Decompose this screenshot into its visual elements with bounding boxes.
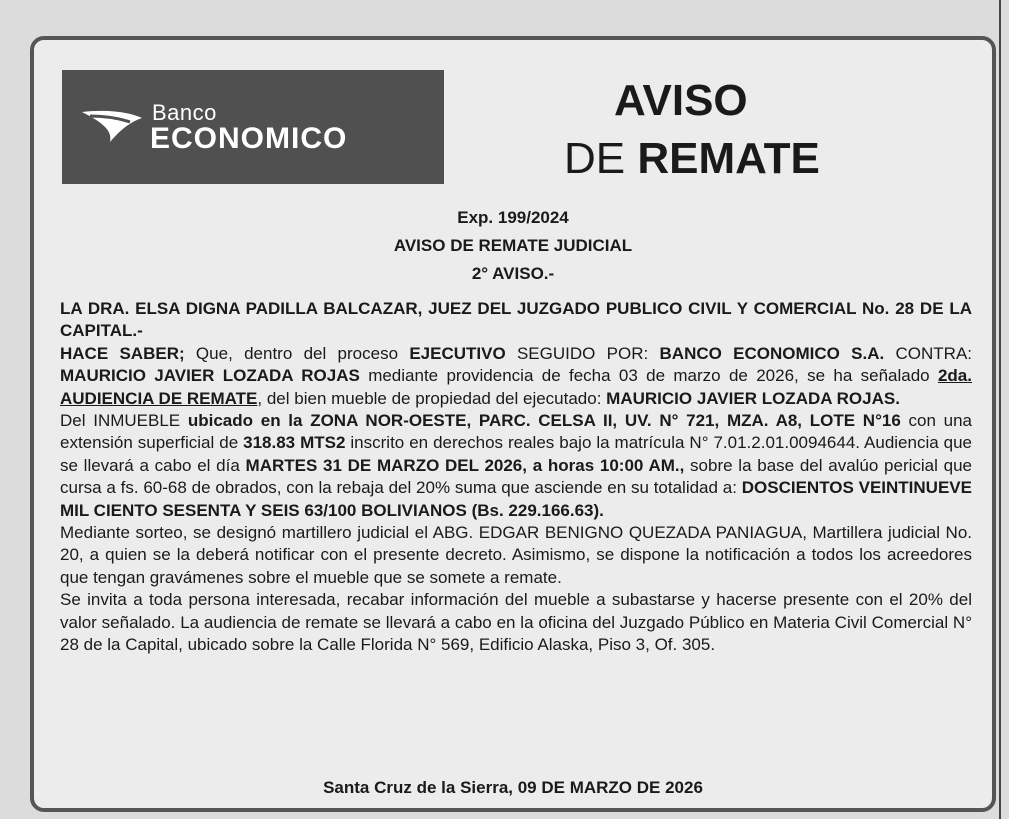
- bank-logo-small-text: Banco: [152, 100, 217, 125]
- notice-body: [60, 298, 972, 657]
- bank-logo-swoosh-icon: [80, 106, 144, 146]
- bank-logo: [62, 70, 444, 184]
- expediente-line: Exp. 199/2024: [457, 208, 569, 227]
- page-edge-rule: [999, 0, 1001, 819]
- invitation-paragraph: Se invita a toda persona interesada, recabar información del mueble a subastarse y hacerse presente con el 20% del valor señalado. La audiencia de remate se llevará a cabo en la oficina del Juzgado Público en Materia Civil Comercial N° 28 de la Capital, ubicado sobre la Calle Florida N° 569, Edificio Alaska, Piso 3, Of. 305.: [60, 590, 972, 655]
- place-date-line: Santa Cruz de la Sierra, 09 DE MARZO DE 2026: [323, 778, 703, 797]
- title-line-2: DE REMATE: [564, 134, 820, 183]
- title-line-1: AVISO: [614, 76, 748, 125]
- hace-saber-paragraph: HACE SABER; Que, dentro del proceso EJECUTIVO SEGUIDO POR: BANCO ECONOMICO S.A. CONTRA: MAURICIO JAVIER LOZADA ROJAS mediante providencia de fecha 03 de marzo de 2026, se ha señalado 2da. AUDIENCIA DE REMATE, del bien mueble de propiedad del ejecutado: MAURICIO JAVIER LOZADA ROJAS.: [60, 343, 973, 408]
- property-paragraph: Del INMUEBLE ubicado en la ZONA NOR-OESTE, PARC. CELSA II, UV. N° 721, MZA. A8, LOTE N°16 con una extensión superficial de 318.83 MTS2 inscrito en derechos reales bajo la matrícula N° 7.01.2.01.0094644. Audiencia que se llevará a cabo el día MARTES 31 DE MARZO DEL 2026, a horas 10:00 AM., sobre la base del avalúo pericial que cursa a fs. 60-68 de obrados, con la rebaja del 20% suma que asciende en su totalidad a: DOSCIENTOS VEINTINUEVE MIL CIENTO SESENTA Y SEIS 63/100 BOLIVIANOS (Bs. 229.166.63).: [60, 411, 973, 520]
- bank-logo-name: ECONOMICO: [150, 122, 348, 155]
- auctioneer-paragraph: Mediante sorteo, se designó martillero judicial el ABG. EDGAR BENIGNO QUEZADA PANIAGUA, Martillera judicial No. 20, a quien se la deberá notificar con el presente decreto. Asimismo, se dispone la notificación a todos los acreedores que tengan gravámenes sobre el mueble que se somete a remate.: [60, 523, 972, 587]
- notice-number-line: 2° AVISO.-: [471, 264, 555, 283]
- notice-card: [30, 36, 996, 812]
- judge-paragraph: LA DRA. ELSA DIGNA PADILLA BALCAZAR, JUEZ DEL JUZGADO PUBLICO CIVIL Y COMERCIAL No. 28 DE LA CAPITAL.-: [60, 299, 972, 341]
- notice-type-line: AVISO DE REMATE JUDICIAL: [393, 236, 633, 255]
